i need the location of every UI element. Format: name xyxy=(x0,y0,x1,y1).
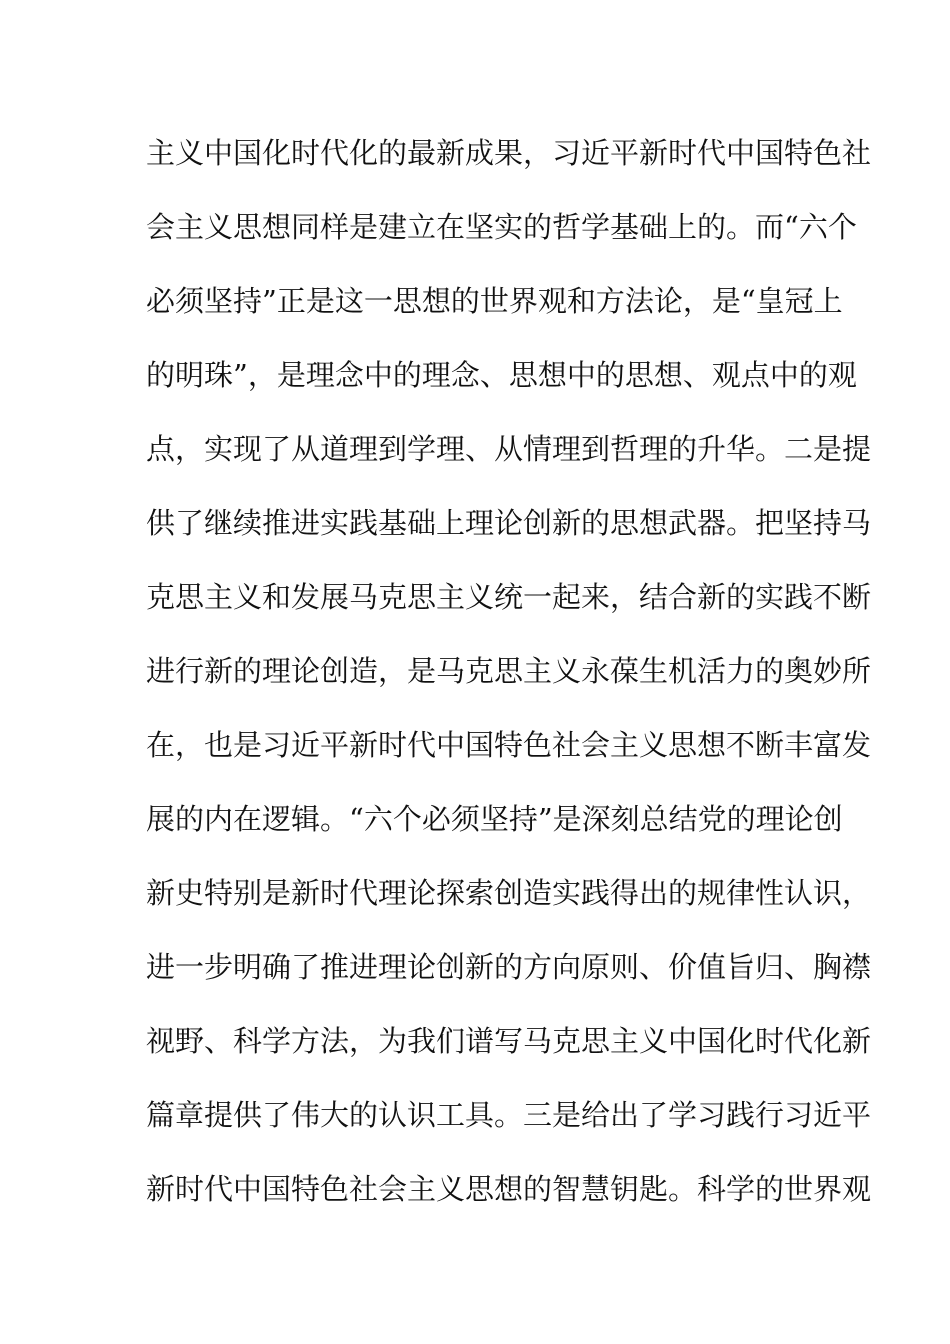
text-line-6: 供了继续推进实践基础上理论创新的思想武器。把坚持马 xyxy=(146,506,872,540)
text-line-5: 点，实现了从道理到学理、从情理到哲理的升华。二是提 xyxy=(146,432,872,466)
text-line-3: 必须坚持”正是这一思想的世界观和方法论，是“皇冠上 xyxy=(146,284,843,318)
text-line-8: 进行新的理论创造，是马克思主义永葆生机活力的奥妙所 xyxy=(146,654,872,688)
text-line-2: 会主义思想同样是建立在坚实的哲学基础上的。而“六个 xyxy=(146,210,857,244)
text-line-10: 展的内在逻辑。“六个必须坚持”是深刻总结党的理论创 xyxy=(146,802,843,836)
text-line-4: 的明珠”，是理念中的理念、思想中的思想、观点中的观 xyxy=(146,358,857,392)
text-line-15: 新时代中国特色社会主义思想的智慧钥匙。科学的世界观 xyxy=(146,1172,872,1206)
text-line-11: 新史特别是新时代理论探索创造实践得出的规律性认识， xyxy=(146,876,872,910)
body-text xyxy=(146,131,872,1241)
text-line-7: 克思主义和发展马克思主义统一起来，结合新的实践不断 xyxy=(146,580,872,614)
text-line-9: 在，也是习近平新时代中国特色社会主义思想不断丰富发 xyxy=(146,728,872,762)
text-line-1: 主义中国化时代化的最新成果，习近平新时代中国特色社 xyxy=(146,136,872,170)
text-line-13: 视野、科学方法，为我们谱写马克思主义中国化时代化新 xyxy=(146,1024,872,1058)
text-line-12: 进一步明确了推进理论创新的方向原则、价值旨归、胸襟 xyxy=(146,950,872,984)
text-line-14: 篇章提供了伟大的认识工具。三是给出了学习践行习近平 xyxy=(146,1098,872,1132)
